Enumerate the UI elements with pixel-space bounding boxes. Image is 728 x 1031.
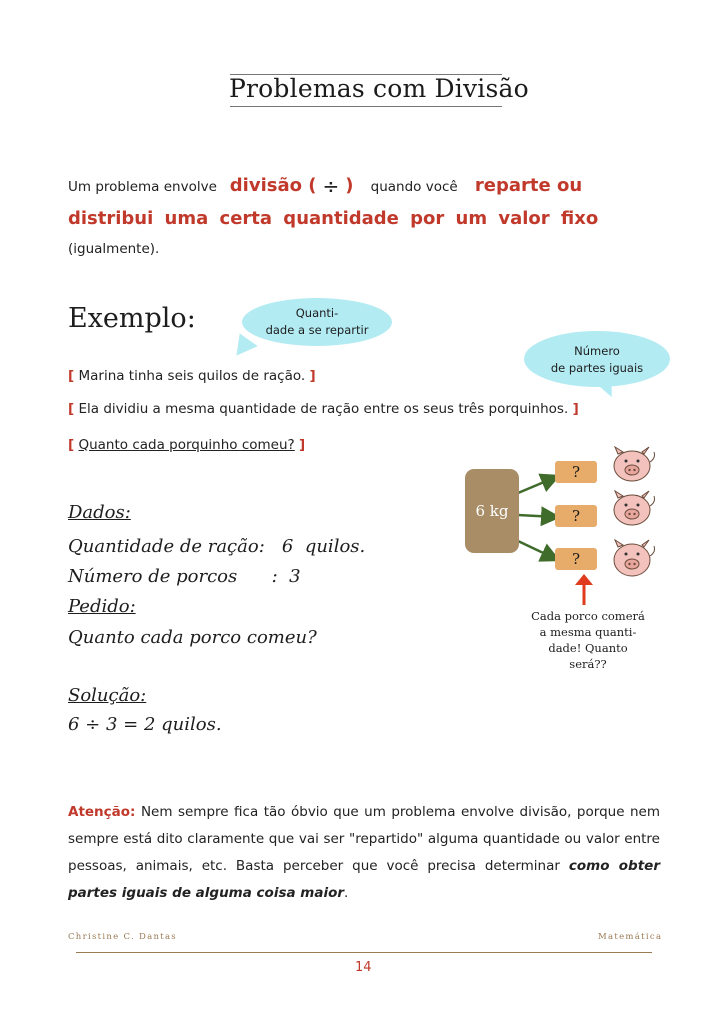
attention-paragraph	[68, 799, 660, 907]
example-text: Ela dividiu a mesma quantidade de ração entre os seus três porquinhos.	[78, 401, 569, 417]
bubble-line: Quanti-	[295, 306, 339, 320]
pergunta-line: Quanto cada porco comeu?	[68, 627, 317, 648]
question-box: ?	[555, 461, 597, 483]
page-title: Problemas com Divisão	[229, 74, 529, 103]
intro-line-3: (igualmente).	[68, 241, 160, 257]
intro-line-2: distribui uma certa quantidade por um valor fixo	[68, 208, 599, 229]
pig-icon	[606, 446, 658, 484]
pig-icon	[606, 490, 658, 528]
arrow-bottom	[518, 541, 556, 559]
footer-author: Christine C. Dantas	[68, 932, 177, 942]
example-line-3	[68, 437, 305, 453]
bubble-line: dade a se repartir	[265, 323, 369, 337]
bubble-line: de partes iguais	[550, 361, 644, 375]
question-box: ?	[555, 548, 597, 570]
page-number: 14	[355, 960, 372, 975]
arrow-middle	[518, 515, 556, 517]
solucao-heading: Solução:	[68, 685, 147, 706]
intro-close-paren: )	[345, 175, 354, 196]
footer-subject: Matemática	[598, 932, 663, 942]
pig-icon	[606, 538, 658, 580]
bubble-line: Número	[574, 344, 620, 358]
intro-divisao: divisão (	[229, 175, 317, 196]
quantidade-line: Quantidade de ração: 6 quilos.	[68, 536, 366, 557]
resultado-line: 6 ÷ 3 = 2 quilos.	[68, 714, 222, 735]
arrow-top	[518, 477, 556, 493]
pedido-heading: Pedido:	[68, 596, 136, 617]
bracket-open: [	[68, 401, 75, 417]
example-line-1	[68, 368, 316, 384]
bracket-open: [	[68, 437, 75, 453]
division-symbol: ÷	[322, 174, 340, 198]
bracket-close: ]	[309, 368, 316, 384]
diagram-note	[520, 608, 656, 672]
numero-line: Número de porcos : 3	[68, 566, 301, 587]
attention-end: .	[344, 885, 349, 901]
attention-text: Nem sempre fica tão óbvio que um problema envolve divisão, porque nem sempre está dito claramente que vai ser "repartido" alguma quantidade ou valor entre pessoas, animais, etc. Basta perceber que você precisa determinar	[68, 804, 660, 874]
quantity-box: 6 kg	[465, 469, 519, 553]
example-text: Marina tinha seis quilos de ração.	[78, 368, 306, 384]
intro-reparte: reparte ou	[474, 175, 583, 196]
attention-emphasis: como obter partes iguais de alguma coisa maior	[68, 858, 660, 901]
note-line: será??	[569, 657, 607, 671]
dados-heading: Dados:	[68, 502, 131, 523]
bracket-close: ]	[572, 401, 579, 417]
note-line: Cada porco comerá	[531, 609, 645, 623]
example-question: Quanto cada porquinho comeu?	[78, 437, 295, 453]
intro-paragraph	[68, 170, 660, 265]
intro-text-1: Um problema envolve	[68, 179, 217, 195]
attention-label: Atenção:	[68, 804, 136, 820]
example-line-2	[68, 401, 579, 417]
note-line: dade! Quanto	[548, 641, 628, 655]
question-box: ?	[555, 505, 597, 527]
speech-bubble-quantity	[242, 298, 392, 346]
intro-text-2: quando você	[370, 179, 458, 195]
bracket-open: [	[68, 368, 75, 384]
example-heading: Exemplo:	[68, 303, 196, 334]
speech-bubble-parts	[524, 331, 670, 387]
note-line: a mesma quanti-	[539, 625, 637, 639]
bracket-close: ]	[299, 437, 306, 453]
red-arrow-icon	[572, 573, 596, 607]
footer-divider	[76, 952, 652, 953]
